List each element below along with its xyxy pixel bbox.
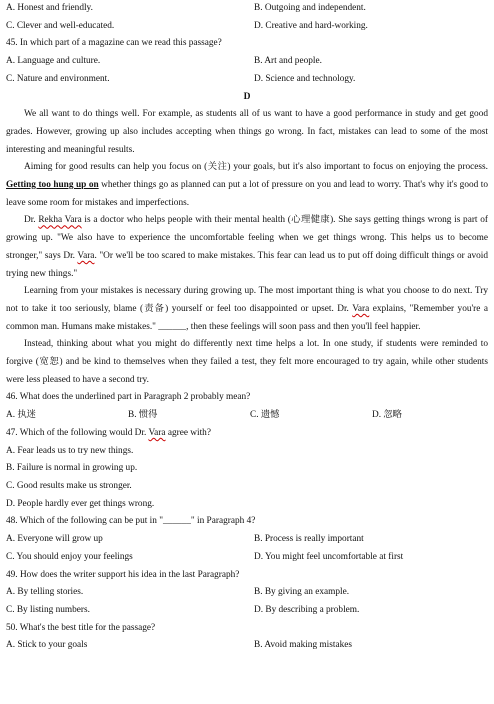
underlined-phrase: Getting too hung up on <box>6 180 99 191</box>
q46-stem: 46. What does the underlined part in Paragraph 2 probably mean? <box>6 392 251 403</box>
q48-option-d: D. You might feel uncomfortable at first <box>254 551 404 562</box>
q49-option-a: A. By telling stories. <box>6 587 84 598</box>
q47-option-a: A. Fear leads us to try new things. <box>6 445 134 456</box>
q49-options-row2 <box>6 602 488 620</box>
q44-option-a: A. Honest and friendly. <box>6 3 93 13</box>
passage-paragraph-5: Instead, thinking about what you might do differently next time helps a lot. In one study, if students were reminded to forgive (宽恕) and be kind to themselves when they failed a test, they felt more encouraged to try again, while other students were less pleased to have a second try. <box>6 339 488 385</box>
p2-text-a: Aiming for good results can help you focus on (关注) your goals, but it's also important to focus on enjoying the process. <box>24 162 488 173</box>
q48-option-b: B. Process is really important <box>254 534 364 545</box>
q44-options-row1 <box>6 0 488 18</box>
p4-text-a: Learning from your mistakes is necessary during growing up. The most important thing is what you choose to do next. Try not to take it too seriously, blame (责备) yourself or feel too disappointed or upset. Dr. <box>6 286 488 314</box>
doctor-surname: Vara <box>352 303 370 314</box>
p4-text-b: explains, "Remember you're a common man. Humans make mistakes." ______, then these feelings will soon pass and then you'll feel happier. <box>6 303 488 332</box>
doctor-surname: Vara <box>77 250 95 261</box>
q45-option-b: B. Art and people. <box>254 56 322 67</box>
q47-stem-b: agree with? <box>165 427 211 438</box>
q47-stem <box>6 425 488 443</box>
q45-option-d: D. Science and technology. <box>254 73 356 84</box>
q45-options-row1 <box>6 53 488 71</box>
q48-option-a: A. Everyone will grow up <box>6 534 103 545</box>
q45-options-row2 <box>6 71 488 89</box>
p2-text-b: whether things go as planned can put a lot of pressure on you and lead to worry. That's why it's good to leave some room for mistakes and imperfections. <box>6 180 488 208</box>
q48-option-c: C. You should enjoy your feelings <box>6 551 133 562</box>
q44-option-d: D. Creative and hard-working. <box>254 20 368 31</box>
q47-option-b: B. Failure is normal in growing up. <box>6 463 138 474</box>
p3-text-c: . "Or we'll be too scared to make mistakes. This fear can lead us to put off doing difficult things or avoid trying new things." <box>6 250 488 279</box>
q50-option-b: B. Avoid making mistakes <box>254 640 352 651</box>
q46-option-a: A. 执迷 <box>6 410 36 421</box>
q49-option-c: C. By listing numbers. <box>6 604 90 615</box>
doctor-surname: Vara <box>148 427 166 438</box>
q50-stem: 50. What's the best title for the passage? <box>6 622 156 633</box>
q45-stem: 45. In which part of a magazine can we read this passage? <box>6 38 222 49</box>
p3-text-b: is a doctor who helps people with their mental health (心理健康). She says getting things wrong is part of growing up. "We also have to experience the uncomfortable feeling when we get things wrong. This helps us to become stronger," says Dr. <box>6 215 488 261</box>
section-heading: D <box>243 91 251 102</box>
q49-stem: 49. How does the writer support his idea in the last Paragraph? <box>6 569 240 580</box>
q46-options <box>6 407 488 425</box>
q47-stem-a: 47. Which of the following would Dr. <box>6 427 149 438</box>
q48-options-row2 <box>6 549 488 567</box>
q49-option-b: B. By giving an example. <box>254 587 350 598</box>
passage-paragraph-3 <box>6 212 488 283</box>
q50-options-row1 <box>6 637 488 655</box>
q46-option-c: C. 遗憾 <box>250 410 280 421</box>
q44-option-b: B. Outgoing and independent. <box>254 3 366 13</box>
passage-paragraph-4 <box>6 283 488 336</box>
passage-paragraph-1: We all want to do things well. For example, as students all of us want to have a good performance in study and get good grades. However, growing up also includes accepting when things go wrong. In fact, mistakes can lead to some of the most interesting and meaningful results. <box>6 109 488 155</box>
q45-option-a: A. Language and culture. <box>6 56 101 67</box>
passage-paragraph-2 <box>6 159 488 212</box>
q48-options-row1 <box>6 531 488 549</box>
p3-text-a: Dr. <box>24 215 39 226</box>
q44-options-row2 <box>6 18 488 36</box>
q46-option-b: B. 惯得 <box>128 410 158 421</box>
q47-option-d: D. People hardly ever get things wrong. <box>6 498 155 509</box>
q44-option-c: C. Clever and well-educated. <box>6 20 115 31</box>
q50-option-a: A. Stick to your goals <box>6 640 88 651</box>
q47-option-c: C. Good results make us stronger. <box>6 480 132 491</box>
q46-option-d: D. 忽略 <box>372 410 402 421</box>
q48-stem: 48. Which of the following can be put in "______" in Paragraph 4? <box>6 516 256 527</box>
q49-options-row1 <box>6 584 488 602</box>
q49-option-d: D. By describing a problem. <box>254 604 360 615</box>
q45-option-c: C. Nature and environment. <box>6 73 110 84</box>
doctor-name: Rekha Vara <box>38 215 82 226</box>
